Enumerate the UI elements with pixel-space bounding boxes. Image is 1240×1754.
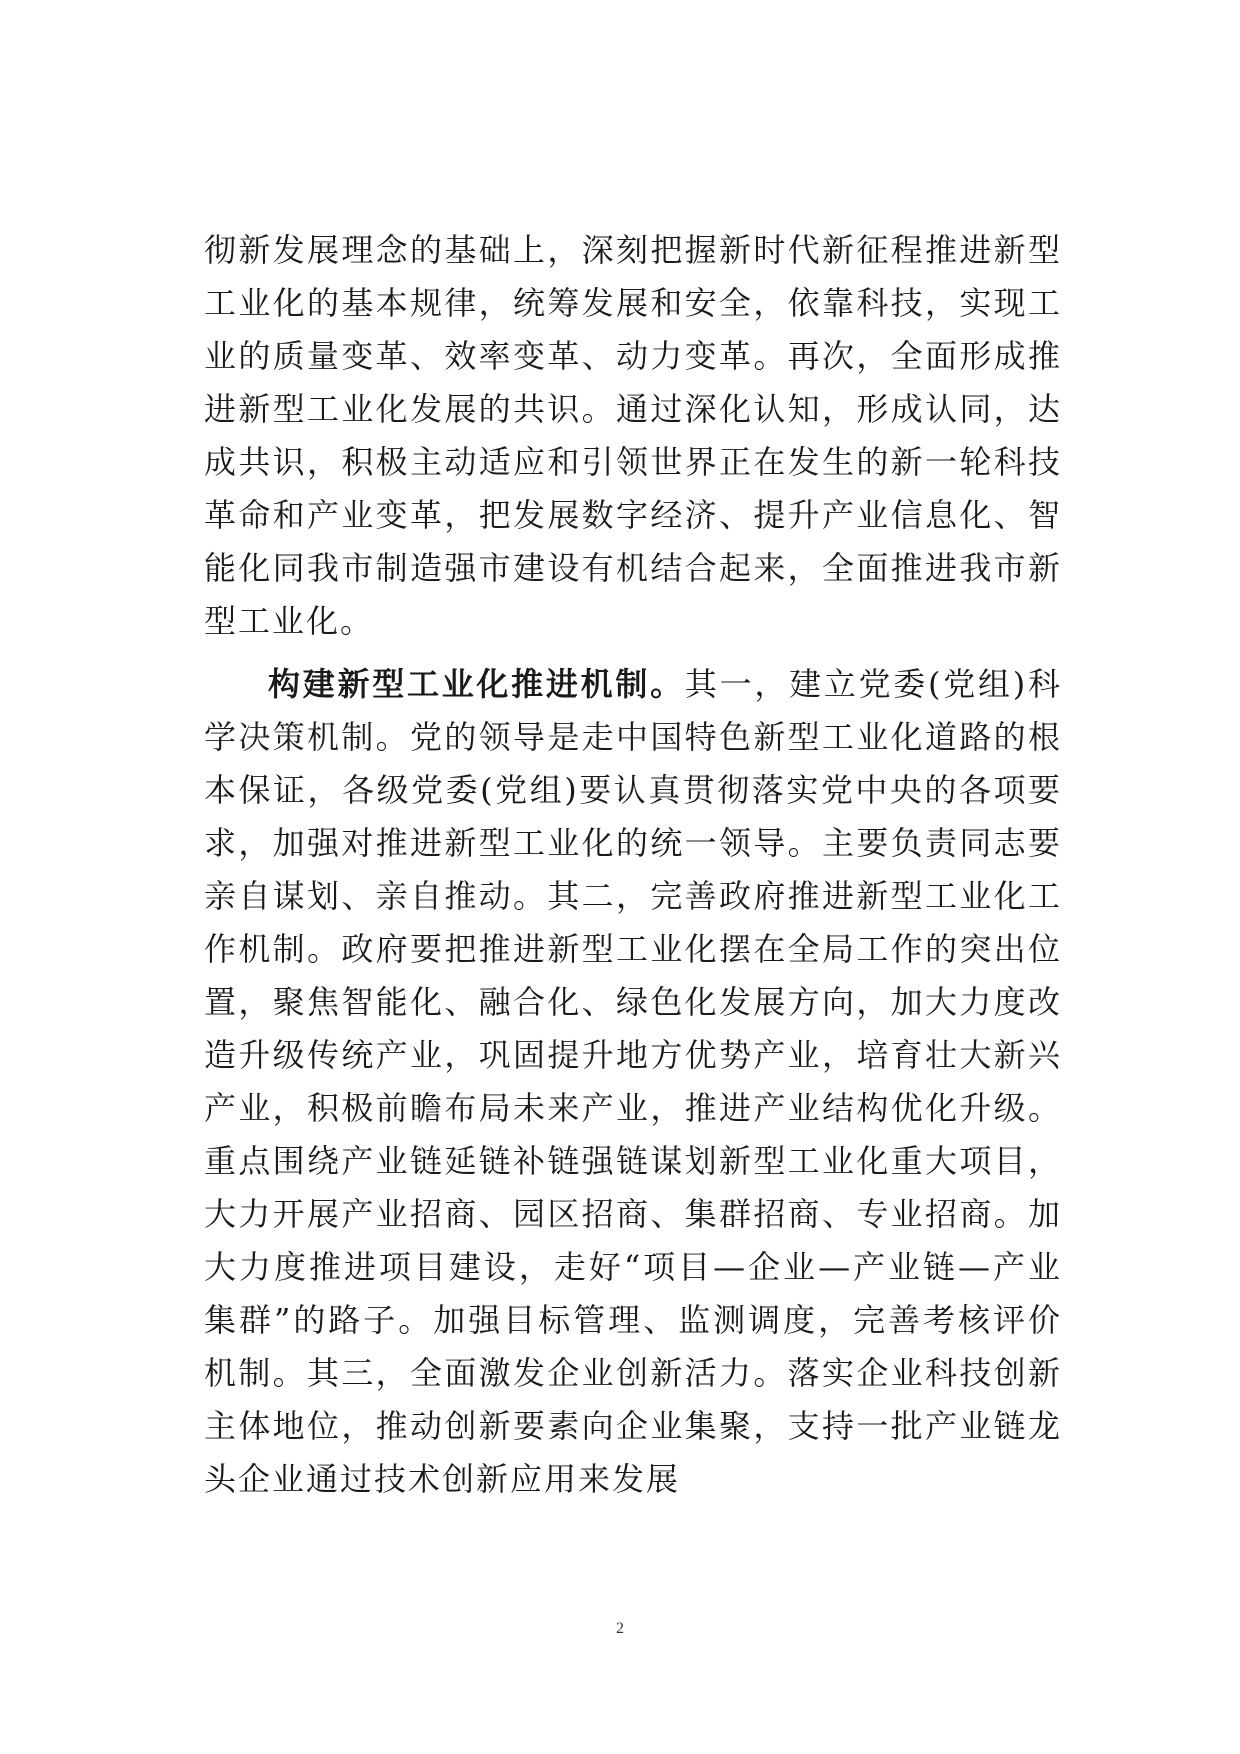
body-text — [204, 224, 1062, 1506]
paragraph-2-text: 其一，建立党委(党组)科学决策机制。党的领导是走中国特色新型工业化道路的根本保证，各级党委(党组)要认真贯彻落实党中央的各项要求，加强对推进新型工业化的统一领导。主要负责同志要亲自谋划、亲自推动。其二，完善政府推进新型工业化工作机制。政府要把推进新型工业化摆在全局工作的突出位置，聚焦智能化、融合化、绿色化发展方向，加大力度改造升级传统产业，巩固提升地方优势产业，培育壮大新兴产业，积极前瞻布局未来产业，推进产业结构优化升级。重点围绕产业链延链补链强链谋划新型工业化重大项目，大力开展产业招商、园区招商、集群招商、专业招商。加大力度推进项目建设，走好“项目—企业—产业链—产业集群”的路子。加强目标管理、监测调度，完善考核评价机制。其三，全面激发企业创新活力。落实企业科技创新主体地位，推动创新要素向企业集聚，支持一批产业链龙头企业通过技术创新应用来发展 — [204, 665, 1062, 1498]
paragraph-2 — [204, 658, 1062, 1506]
paragraph-2-heading: 构建新型工业化推进机制。 — [268, 665, 685, 703]
page-number: 2 — [616, 1620, 624, 1637]
paragraph-1: 彻新发展理念的基础上，深刻把握新时代新征程推进新型工业化的基本规律，统筹发展和安全，依靠科技，实现工业的质量变革、效率变革、动力变革。再次，全面形成推进新型工业化发展的共识。通过深化认知，形成认同，达成共识，积极主动适应和引领世界正在发生的新一轮科技革命和产业变革，把发展数字经济、提升产业信息化、智能化同我市制造强市建设有机结合起来，全面推进我市新型工业化。 — [204, 231, 1062, 640]
